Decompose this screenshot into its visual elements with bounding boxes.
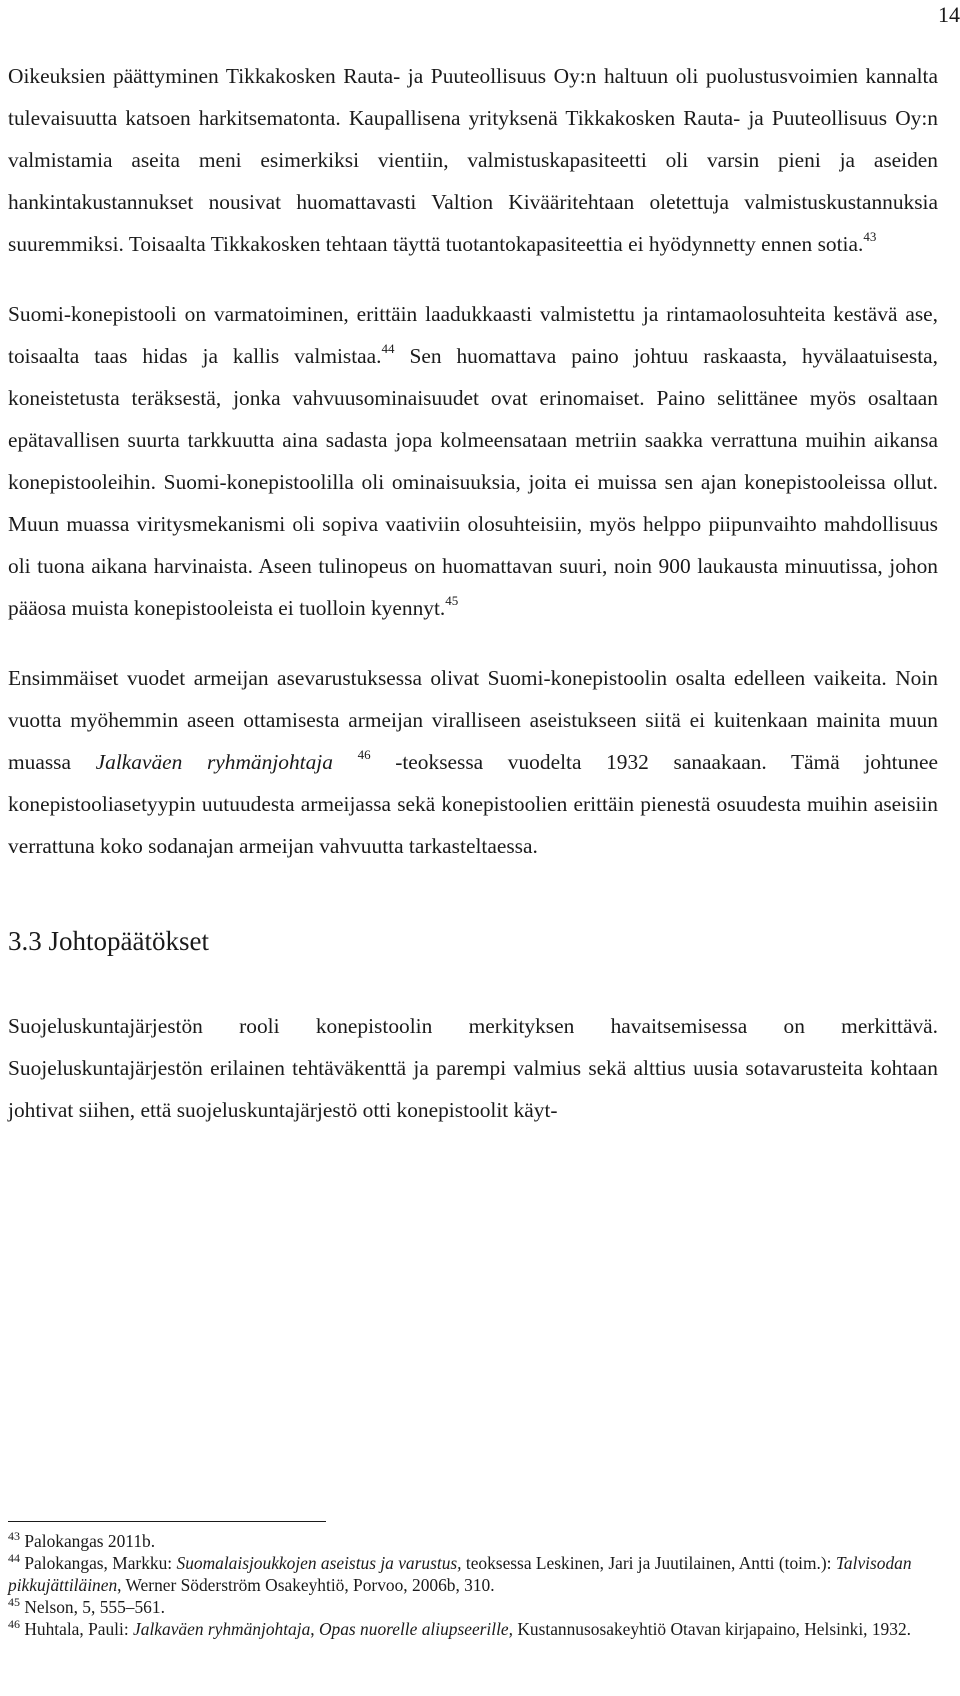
- footnote-44: [8, 1552, 938, 1596]
- footnote-45: [8, 1596, 938, 1618]
- footnote-ref-45[interactable]: 45: [445, 592, 459, 608]
- paragraph-1: [8, 55, 938, 265]
- footnote-separator: [8, 1521, 326, 1522]
- footnote-43: [8, 1530, 938, 1552]
- footnote-ref-44[interactable]: 44: [381, 340, 395, 356]
- footnote-title: Opas nuorelle aliupseerille,: [318, 1619, 513, 1639]
- footnote-number: 46: [8, 1617, 20, 1632]
- paragraph-text-continued: Sen huomattava paino johtuu raskaasta, hyvälaatuisesta, koneistetusta teräksestä, jonka vahvuusominaisuudet ovat erinomaiset. Paino selittänee myös osaltaan epätavallisen suurta tarkkuutta aina sadasta jopa kolmeensataan metriin saakka verrattuna muihin aikansa konepistooleihin. Suomi-konepistoolilla oli ominaisuuksia, joita ei muissa sen ajan konepistooleissa ollut. Muun muassa viritysmekanismi oli sopiva vaativiin olosuhteisiin, myös helppo piipunvaihto mahdollisuus oli tuona aikana harvinaista. Aseen tulinopeus on huomattavan suuri, noin 900 laukausta minuutissa, johon pääosa muista konepistooleista ei tuolloin kyennyt.: [8, 344, 939, 620]
- section-paragraph: Suojeluskuntajärjestön rooli konepistoolin merkityksen havaitsemisessa on merkittävä. Suojeluskuntajärjestön erilainen tehtäväkenttä ja parempi valmius sekä alttius uusia sotavarusteita kohtaan johtivat siihen, että suojeluskuntajärjestö otti konepistoolit käyt-: [8, 1014, 938, 1122]
- footnote-text: Huhtala, Pauli:: [20, 1619, 134, 1639]
- paragraph-2: [8, 293, 938, 629]
- footnote-number: 44: [8, 1551, 20, 1566]
- footnotes: [8, 1521, 938, 1640]
- page-number: 14: [938, 2, 960, 27]
- footnote-ref-43[interactable]: 43: [863, 228, 877, 244]
- section-heading: 3.3 Johtopäätökset: [8, 926, 209, 956]
- paragraph-3: [8, 657, 938, 867]
- book-title: Jalkaväen ryhmänjohtaja: [95, 750, 333, 774]
- footnote-title: Talvisodan pikkujättiläinen: [8, 1553, 912, 1595]
- paragraph-text-continued: -teoksessa vuodelta 1932 sanaakaan. Tämä johtunee konepistooliasetyypin uutuudesta armeijassa sekä konepistoolien erittäin pienestä osuudesta muihin aseisiin verrattuna koko sodanajan armeijan vahvuutta tarkasteltaessa.: [8, 750, 938, 858]
- footnote-text: teoksessa Leskinen, Jari ja Juutilainen, Antti (toim.):: [461, 1553, 836, 1573]
- footnote-text: Kustannusosakeyhtiö Otavan kirjapaino, Helsinki, 1932.: [513, 1619, 911, 1639]
- footnote-title: Suomalaisjoukkojen aseistus ja varustus,: [176, 1553, 462, 1573]
- footnote-text: ,: [310, 1619, 319, 1639]
- footnote-text: Palokangas, Markku:: [20, 1553, 177, 1573]
- footnote-text: , Werner Söderström Osakeyhtiö, Porvoo, 2006b, 310.: [117, 1575, 495, 1595]
- footnote-text: Palokangas 2011b.: [20, 1531, 156, 1551]
- paragraph-text: Ensimmäiset vuodet armeijan asevarustuksessa olivat Suomi-konepistoolin osalta edelleen vaikeita. Noin vuotta myöhemmin aseen ottamisesta armeijan viralliseen aseistukseen siitä ei kuitenkaan mainita muun muassa: [8, 666, 938, 774]
- footnote-number: 45: [8, 1595, 20, 1610]
- footnote-ref-46[interactable]: 46: [357, 746, 371, 762]
- footnote-text: Nelson, 5, 555–561.: [20, 1597, 165, 1617]
- body-text: [8, 55, 938, 1131]
- paragraph-text: Suomi-konepistooli on varmatoiminen, erittäin laadukkaasti valmistettu ja rintamaolosuhteita kestävä ase, toisaalta taas hidas ja kallis valmistaa.: [8, 302, 938, 368]
- paragraph-text: Oikeuksien päättyminen Tikkakosken Rauta- ja Puuteollisuus Oy:n haltuun oli puolustusvoimien kannalta tulevaisuutta katsoen harkitsematonta. Kaupallisena yrityksenä Tikkakosken Rauta- ja Puuteollisuus Oy:n valmistamia aseita meni esimerkiksi vientiin, valmistuskapasiteetti oli varsin pieni ja aseiden hankintakustannukset nousivat huomattavasti Valtion Kivääritehtaan oletettuja valmistuskustannuksia suuremmiksi. Toisaalta Tikkakosken tehtaan täyttä tuotantokapasiteettia ei hyödynnetty ennen sotia.: [8, 64, 938, 256]
- footnote-number: 43: [8, 1529, 20, 1544]
- footnote-46: [8, 1618, 938, 1640]
- footnote-title: Jalkaväen ryhmänjohtaja: [133, 1619, 311, 1639]
